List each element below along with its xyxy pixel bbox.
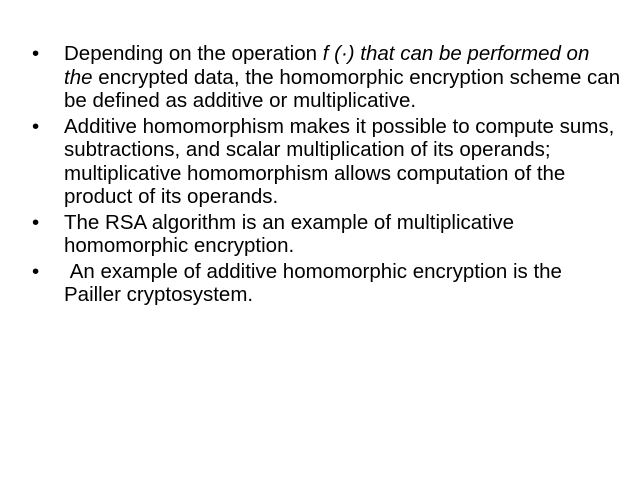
bullet-text xyxy=(64,42,620,112)
bullet-list xyxy=(32,42,622,309)
bullet-item-rsa xyxy=(32,211,622,258)
bullet-item-operation xyxy=(32,42,622,113)
bullet-item-additive xyxy=(32,115,622,209)
bullet-text-italic: f (·) that can be performed on the xyxy=(64,42,590,89)
bullet-text: An example of additive homomorphic encryption is the Pailler cryptosystem. xyxy=(64,259,568,306)
bullet-text: The RSA algorithm is an example of multiplicative homomorphic encryption. xyxy=(64,210,515,257)
bullet-icon: • xyxy=(32,42,40,65)
bullet-text-post: encrypted data, the homomorphic encryption scheme can be defined as additive or multiplicative. xyxy=(64,65,621,112)
bullet-text: Additive homomorphism makes it possible to compute sums, subtractions, and scalar multiplication of its operands; multiplicative homomorphism allows computation of the product of its operands. xyxy=(64,114,615,208)
bullet-icon: • xyxy=(32,259,40,283)
bullet-item-pailler xyxy=(32,260,622,307)
bullet-text-pre: Depending on the operation xyxy=(64,42,323,65)
bullet-icon: • xyxy=(32,114,40,138)
bullet-icon: • xyxy=(32,210,40,234)
